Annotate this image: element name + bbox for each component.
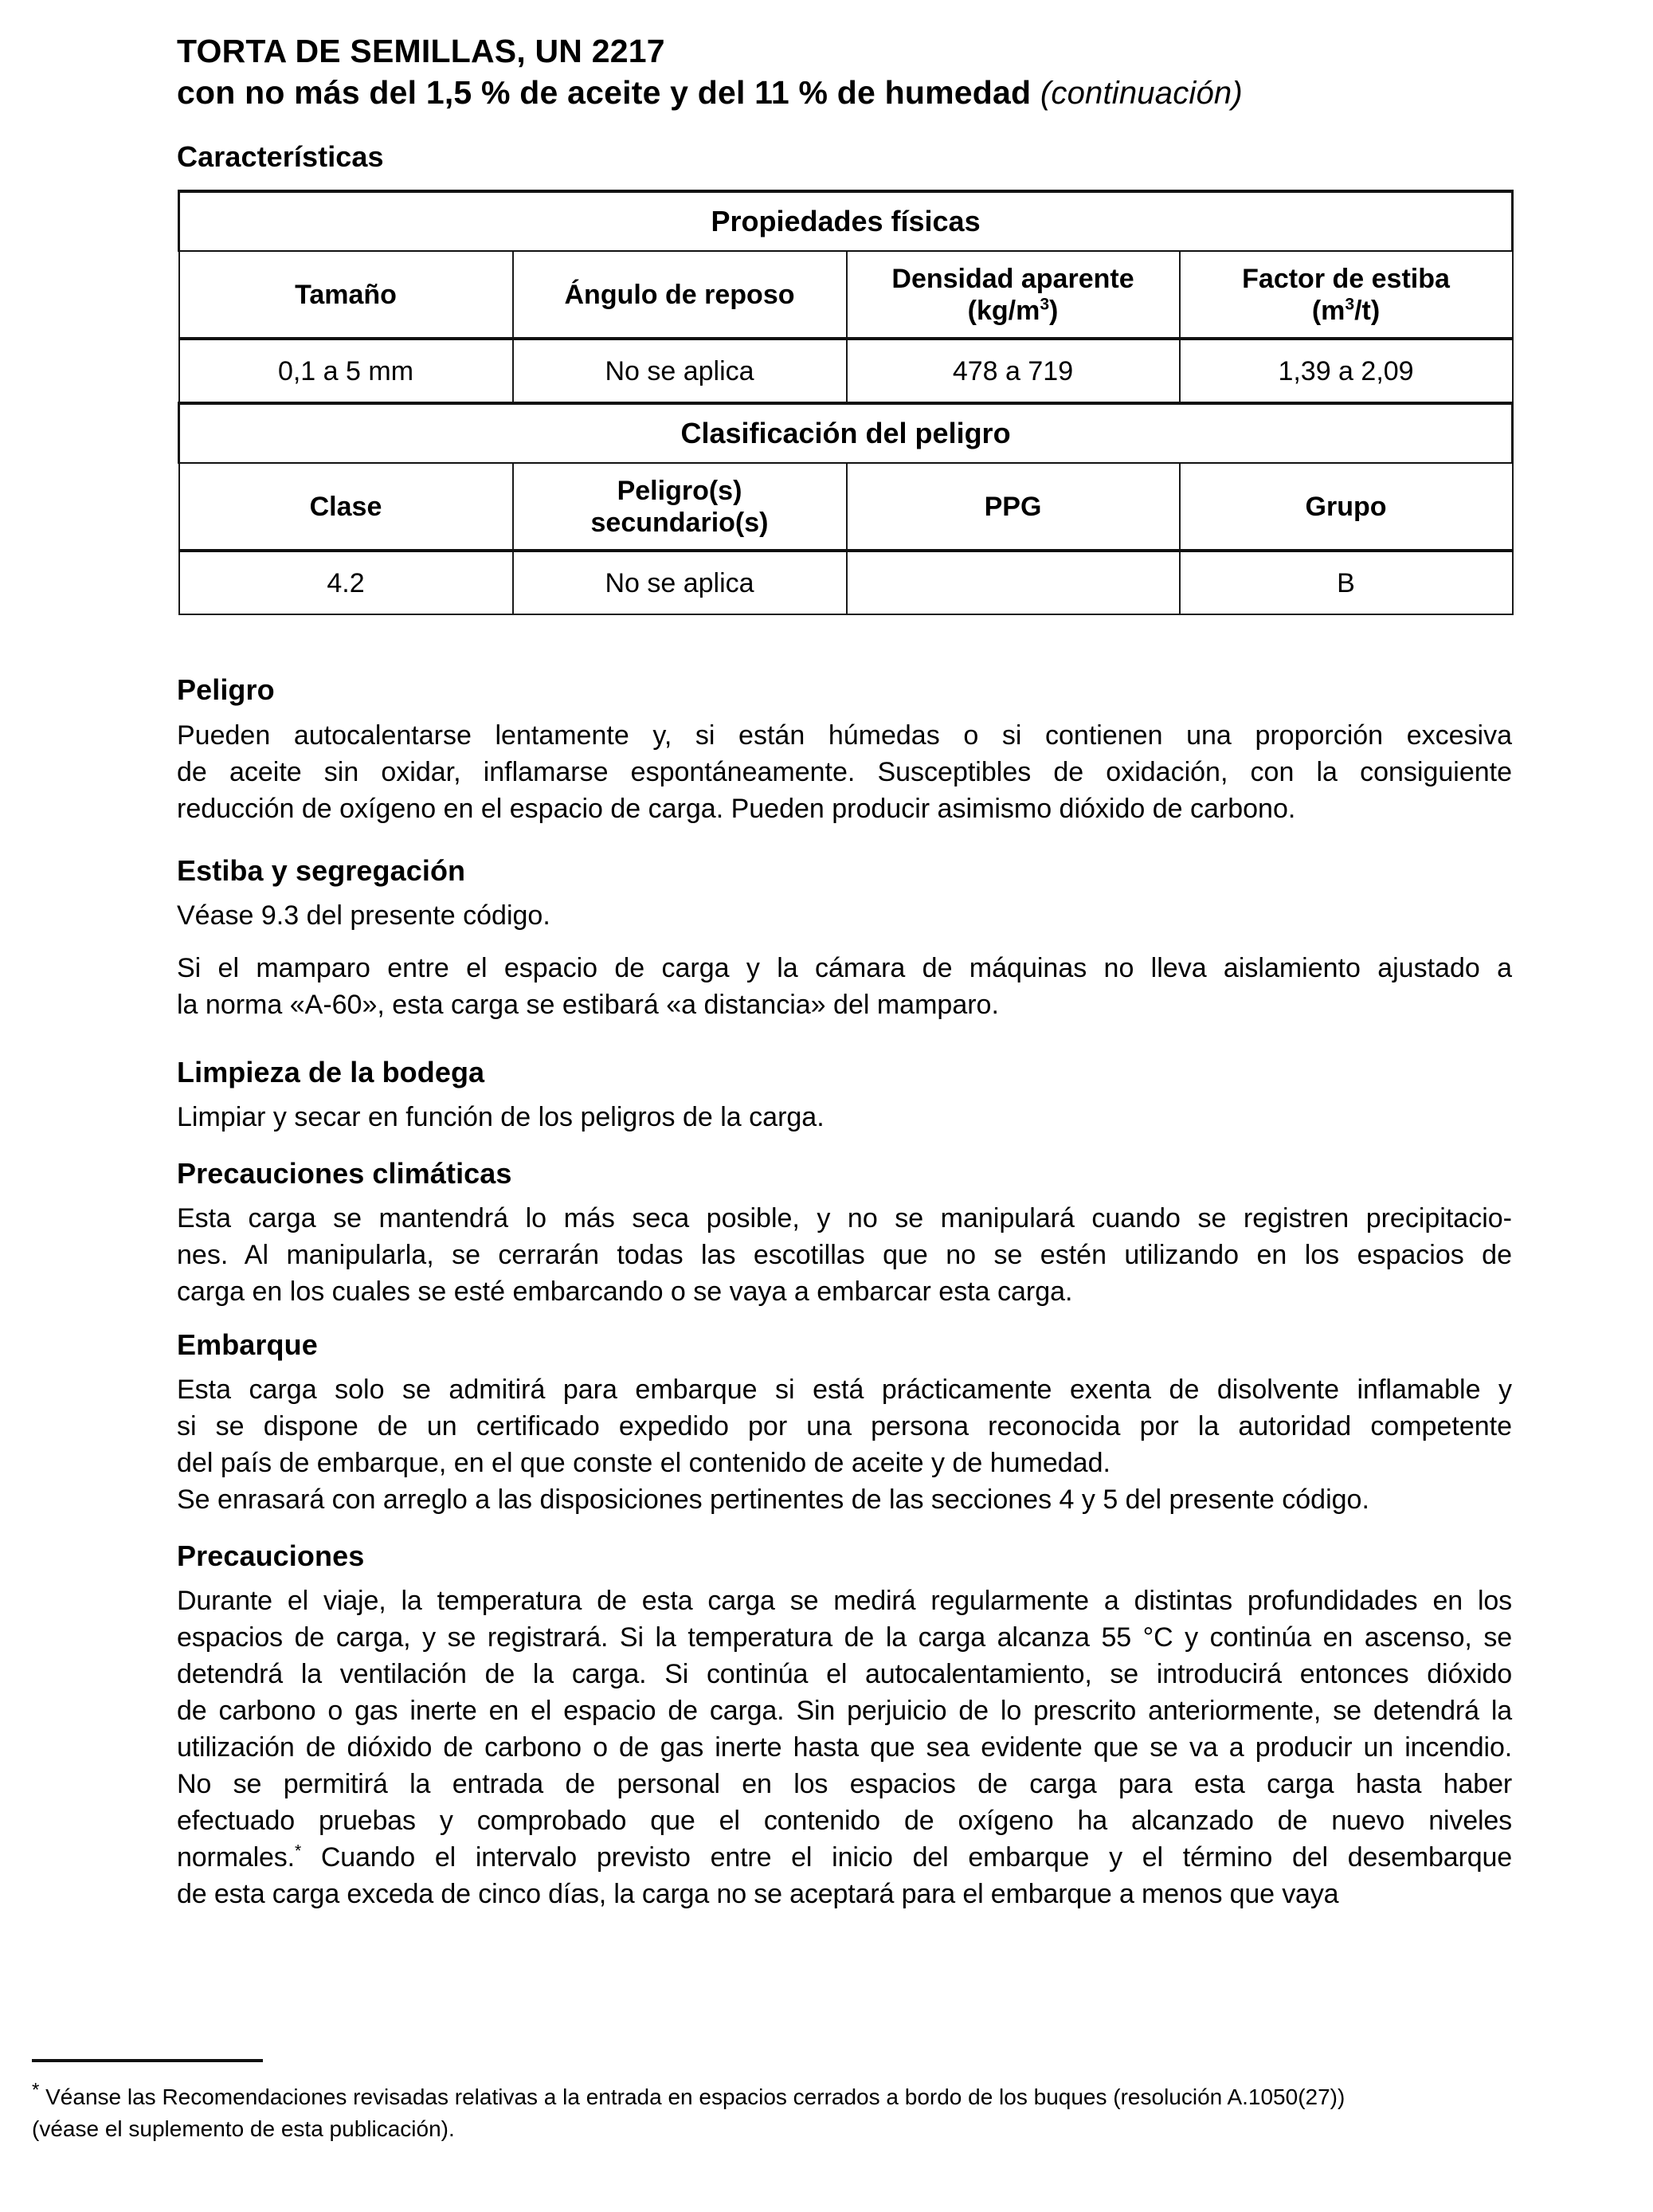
paragraph-line: Si el mamparo entre el espacio de carga y la cámara de máquinas no lleva aislamiento ajustado a xyxy=(177,953,1512,983)
table-row-physical-band xyxy=(179,191,1513,251)
table-row-hazard-headers xyxy=(179,463,1513,551)
table-row-hazard-band xyxy=(179,403,1513,463)
header-densidad-aparente-unit-pre: (kg/m xyxy=(967,295,1040,326)
table-row-physical-values xyxy=(179,339,1513,403)
header-tamano: Tamaño xyxy=(179,251,513,339)
paragraph-line: de carbono o gas inerte en el espacio de carga. Sin perjuicio de lo prescrito anteriormente, se detendrá la xyxy=(177,1696,1512,1726)
header-factor-estiba-unit-exp: 3 xyxy=(1345,295,1355,314)
value-angulo-reposo: No se aplica xyxy=(513,339,847,403)
paragraph-line: Esta carga solo se admitirá para embarque si está prácticamente exenta de disolvente inflamable y xyxy=(177,1375,1512,1405)
value-peligro-secundario: No se aplica xyxy=(513,551,847,614)
title-continuation-note: (continuación) xyxy=(1040,76,1243,111)
header-densidad-aparente xyxy=(847,251,1180,339)
heading-embarque: Embarque xyxy=(177,1328,318,1361)
paragraph-line: la norma «A-60», esta carga se estibará «a distancia» del mamparo. xyxy=(177,990,999,1020)
footnote xyxy=(32,2081,1585,2145)
title-line-2 xyxy=(177,72,1515,114)
header-peligro-secundario-line1: Peligro(s) xyxy=(617,475,742,506)
paragraph-line: utilización de dióxido de carbono o de gas inerte hasta que sea evidente que se va a producir un incendio. xyxy=(177,1732,1512,1763)
table-row-physical-headers xyxy=(179,251,1513,339)
header-factor-estiba-label: Factor de estiba xyxy=(1242,263,1450,294)
footnote-text-line-1: Véanse las Recomendaciones revisadas relativas a la entrada en espacios cerrados a bordo de los buques (resolución A.1050(27)) xyxy=(45,2085,1346,2109)
paragraph-line: Se enrasará con arreglo a las disposiciones pertinentes de las secciones 4 y 5 del presente código. xyxy=(177,1484,1369,1515)
header-densidad-aparente-unit-post: ) xyxy=(1049,295,1059,326)
characteristics-table xyxy=(178,190,1514,615)
paragraph-line: Véase 9.3 del presente código. xyxy=(177,900,550,931)
heading-precauciones-climaticas: Precauciones climáticas xyxy=(177,1157,512,1190)
paragraph-line: No se permitirá la entrada de personal en los espacios de carga para esta carga hasta haber xyxy=(177,1769,1512,1799)
paragraph-estiba-2 xyxy=(177,950,1512,1023)
header-factor-estiba xyxy=(1180,251,1513,339)
paragraph-line-pre-marker: normales. xyxy=(177,1842,295,1873)
paragraph-line: efectuado pruebas y comprobado que el contenido de oxígeno ha alcanzado de nuevo niveles xyxy=(177,1806,1512,1836)
paragraph-line: detendrá la ventilación de la carga. Si continúa el autocalentamiento, se introducirá entonces dióxido xyxy=(177,1659,1512,1689)
header-clase: Clase xyxy=(179,463,513,551)
paragraph-line: si se dispone de un certificado expedido por una persona reconocida por la autoridad competente xyxy=(177,1411,1512,1441)
paragraph-peligro xyxy=(177,717,1512,827)
heading-caracteristicas: Características xyxy=(177,140,384,173)
footnote-line-1 xyxy=(32,2081,1585,2113)
paragraph-line: Limpiar y secar en función de los peligros de la carga. xyxy=(177,1102,825,1132)
hazard-classification-band: Clasificación del peligro xyxy=(179,403,1513,463)
paragraph-line-with-footnote-marker xyxy=(177,1839,1512,1876)
header-peligro-secundario xyxy=(513,463,847,551)
heading-precauciones: Precauciones xyxy=(177,1539,365,1572)
page-title xyxy=(177,30,1515,114)
header-peligro-secundario-line2: secundario(s) xyxy=(590,507,769,538)
footnote-line-2: (véase el suplemento de esta publicación). xyxy=(32,2116,455,2141)
title-line-1: TORTA DE SEMILLAS, UN 2217 xyxy=(177,33,665,69)
heading-peligro: Peligro xyxy=(177,673,275,706)
value-grupo: B xyxy=(1180,551,1513,614)
paragraph-line: Esta carga se mantendrá lo más seca posible, y no se manipulará cuando se registren precipitacio- xyxy=(177,1203,1512,1233)
paragraph-embarque-2 xyxy=(177,1481,1512,1518)
header-angulo-reposo: Ángulo de reposo xyxy=(513,251,847,339)
paragraph-estiba-1 xyxy=(177,897,1512,934)
header-ppg: PPG xyxy=(847,463,1180,551)
paragraph-embarque-1 xyxy=(177,1371,1512,1481)
paragraph-line-post-marker: Cuando el intervalo previsto entre el inicio del embarque y el término del desembarque xyxy=(301,1842,1512,1873)
paragraph-line: espacios de carga, y se registrará. Si la temperatura de la carga alcanza 55 °C y continúa en ascenso, se xyxy=(177,1622,1512,1653)
heading-estiba-segregacion: Estiba y segregación xyxy=(177,854,466,887)
paragraph-precauciones-climaticas xyxy=(177,1200,1512,1310)
paragraph-line: reducción de oxígeno en el espacio de carga. Pueden producir asimismo dióxido de carbono. xyxy=(177,794,1296,824)
value-factor-estiba: 1,39 a 2,09 xyxy=(1180,339,1513,403)
paragraph-line: del país de embarque, en el que conste el contenido de aceite y de humedad. xyxy=(177,1448,1110,1478)
table-row-hazard-values xyxy=(179,551,1513,614)
value-clase: 4.2 xyxy=(179,551,513,614)
footnote-rule xyxy=(32,2059,263,2062)
paragraph-line: carga en los cuales se esté embarcando o se vaya a embarcar esta carga. xyxy=(177,1277,1073,1307)
value-tamano: 0,1 a 5 mm xyxy=(179,339,513,403)
header-factor-estiba-unit-pre: (m xyxy=(1311,295,1346,326)
paragraph-line: de aceite sin oxidar, inflamarse espontáneamente. Susceptibles de oxidación, con la consiguiente xyxy=(177,757,1512,787)
paragraph-line: Durante el viaje, la temperatura de esta carga se medirá regularmente a distintas profundidades en los xyxy=(177,1586,1512,1616)
paragraph-line: de esta carga exceda de cinco días, la carga no se aceptará para el embarque a menos que vaya xyxy=(177,1879,1339,1909)
footnote-marker-inline: * xyxy=(294,1841,301,1861)
paragraph-line: Pueden autocalentarse lentamente y, si están húmedas o si contienen una proporción excesiva xyxy=(177,720,1512,751)
footnote-marker: * xyxy=(32,2079,40,2101)
value-densidad-aparente: 478 a 719 xyxy=(847,339,1180,403)
heading-limpieza-bodega: Limpieza de la bodega xyxy=(177,1056,485,1088)
paragraph-line: nes. Al manipularla, se cerrarán todas las escotillas que no se estén utilizando en los espacios de xyxy=(177,1240,1512,1270)
title-line-2-main: con no más del 1,5 % de aceite y del 11 % de humedad xyxy=(177,74,1032,111)
paragraph-precauciones xyxy=(177,1583,1512,1912)
header-grupo: Grupo xyxy=(1180,463,1513,551)
paragraph-limpieza xyxy=(177,1099,1512,1135)
header-densidad-aparente-label: Densidad aparente xyxy=(891,263,1134,294)
value-ppg xyxy=(847,551,1180,614)
header-factor-estiba-unit-post: /t) xyxy=(1354,295,1381,326)
header-densidad-aparente-unit-exp: 3 xyxy=(1040,295,1050,314)
physical-properties-band: Propiedades físicas xyxy=(179,191,1513,251)
